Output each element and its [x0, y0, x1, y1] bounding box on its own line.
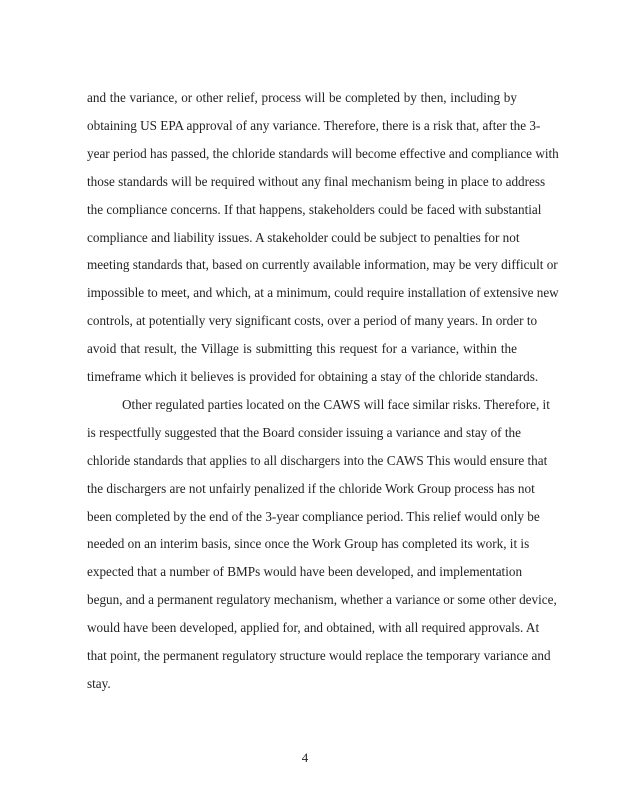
page-number: 4 — [301, 750, 309, 765]
text-line: avoid that result, the Village is submitting this request for a variance, within the — [87, 341, 517, 357]
text-line: stay. — [87, 675, 111, 691]
text-line: needed on an interim basis, since once the Work Group has completed its work, it is — [87, 536, 530, 552]
text-line: those standards will be required without any final mechanism being in place to address — [87, 173, 546, 189]
text-line: is respectfully suggested that the Board consider issuing a variance and stay of the — [87, 424, 521, 440]
text-line: timeframe which it believes is provided for obtaining a stay of the chloride standards. — [87, 369, 539, 384]
text-line: the dischargers are not unfairly penalized if the chloride Work Group process has not — [87, 480, 535, 496]
text-line: and the variance, or other relief, process will be completed by then, including by — [87, 90, 517, 105]
text-line: obtaining US EPA approval of any variance. Therefore, there is a risk that, after the 3- — [87, 117, 541, 133]
text-line: impossible to meet, and which, at a minimum, could require installation of extensive new — [87, 285, 559, 301]
text-line: would have been developed, applied for, and obtained, with all required approvals. At — [87, 620, 540, 636]
text-line: chloride standards that applies to all dischargers into the CAWS This would ensure that — [87, 452, 548, 468]
text-line: the compliance concerns. If that happens, stakeholders could be faced with substantial — [87, 201, 542, 217]
text-line: expected that a number of BMPs would have been developed, and implementation — [87, 564, 523, 580]
text-line: begun, and a permanent regulatory mechanism, whether a variance or some other device, — [87, 592, 557, 608]
text-line: meeting standards that, based on currently available information, may be very difficult or — [87, 257, 558, 273]
text-line: year period has passed, the chloride standards will become effective and compliance with — [87, 145, 559, 161]
text-line: controls, at potentially very significant costs, over a period of many years. In order to — [87, 313, 538, 329]
text-line: been completed by the end of the 3-year compliance period. This relief would only be — [87, 508, 540, 524]
text-line: that point, the permanent regulatory structure would replace the temporary variance and — [87, 648, 551, 663]
text-line: Other regulated parties located on the CAWS will face similar risks. Therefore, it — [122, 396, 550, 412]
text-line: compliance and liability issues. A stakeholder could be subject to penalties for not — [87, 229, 520, 245]
